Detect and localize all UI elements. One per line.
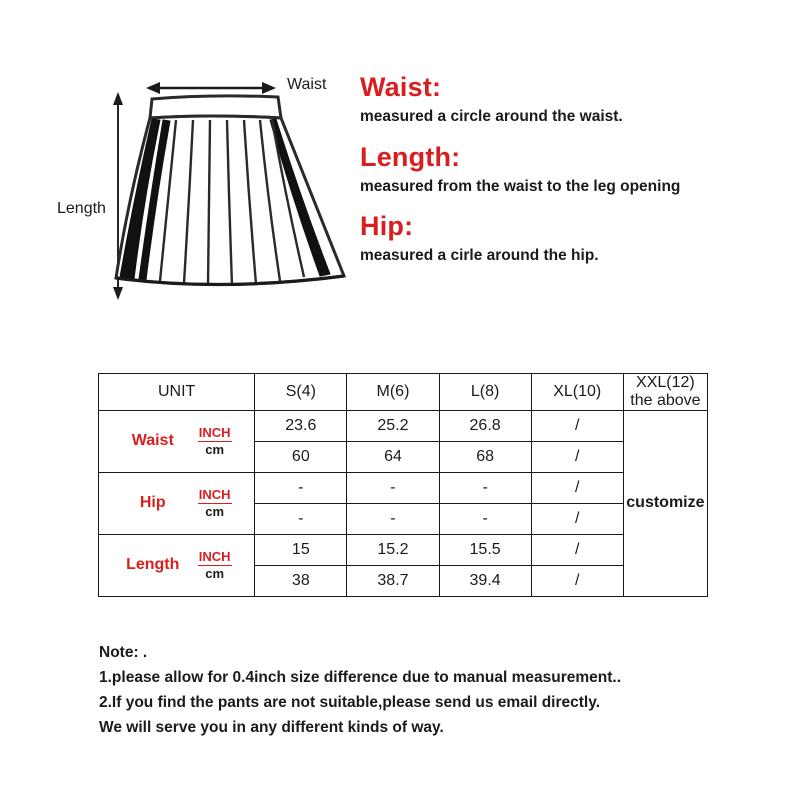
- description-waist: [360, 72, 760, 129]
- description-term: Hip:: [360, 211, 414, 242]
- cell-length-cm-m: 38.7: [347, 565, 439, 596]
- cell-length-inch-s: 15: [255, 534, 347, 565]
- description-text: measured from the waist to the leg opening: [360, 177, 681, 195]
- unit-fraction-cm: cm: [205, 565, 225, 581]
- unit-fraction: [198, 488, 232, 518]
- unit-fraction-cm: cm: [205, 441, 225, 457]
- description-term: Waist:: [360, 72, 442, 102]
- cell-hip-cm-l: -: [439, 503, 531, 534]
- header-unit: UNIT: [99, 374, 255, 411]
- cell-length-cm-l: 39.4: [439, 565, 531, 596]
- cell-length-cm-xl: /: [531, 565, 623, 596]
- cell-hip-cm-s: -: [255, 503, 347, 534]
- unit-fraction: [198, 550, 232, 580]
- waist-measure-label: Waist: [287, 76, 327, 93]
- header-size-xl: XL(10): [531, 374, 623, 411]
- table-row: [99, 534, 708, 565]
- note-line: 2.If you find the pants are not suitable,please send us email directly.: [99, 694, 601, 712]
- description-hip: [360, 211, 760, 268]
- cell-waist-cm-m: 64: [347, 441, 439, 472]
- cell-length-inch-m: 15.2: [347, 534, 439, 565]
- cell-hip-cm-xl: /: [531, 503, 623, 534]
- header-size-m: M(6): [347, 374, 439, 411]
- waist-arrow-head-right: [262, 82, 276, 94]
- unit-fraction-inch: INCH: [198, 549, 231, 565]
- skirt-diagram: [0, 0, 355, 320]
- table-row: [99, 472, 708, 503]
- length-arrow-head-top: [113, 92, 123, 105]
- unit-fraction-cm: cm: [205, 503, 225, 519]
- description-length: [360, 142, 760, 199]
- unit-cell-hip: [99, 472, 255, 534]
- waist-arrow-head-left: [146, 82, 160, 94]
- header-xxl-bottom: the above: [630, 391, 701, 409]
- cell-length-inch-l: 15.5: [439, 534, 531, 565]
- header-size-l: L(8): [439, 374, 531, 411]
- cell-waist-cm-xl: /: [531, 441, 623, 472]
- unit-fraction: [198, 426, 232, 456]
- cell-hip-inch-l: -: [439, 472, 531, 503]
- note-line: Note: .: [99, 644, 148, 661]
- measurement-descriptions: [360, 72, 760, 281]
- cell-length-cm-s: 38: [255, 565, 347, 596]
- cell-hip-inch-s: -: [255, 472, 347, 503]
- cell-waist-cm-l: 68: [439, 441, 531, 472]
- table-header-row: [99, 374, 708, 411]
- unit-cell-length: [99, 534, 255, 596]
- description-term: Length:: [360, 141, 461, 172]
- cell-waist-inch-m: 25.2: [347, 410, 439, 441]
- note-line: We will serve you in any different kinds of way.: [99, 719, 444, 737]
- header-xxl-top: XXL(12): [636, 374, 695, 391]
- unit-name-waist: Waist: [131, 432, 174, 450]
- note-line: 1.please allow for 0.4inch size difference due to manual measurement..: [99, 669, 622, 687]
- cell-hip-inch-xl: /: [531, 472, 623, 503]
- unit-fraction-inch: INCH: [198, 487, 231, 503]
- cell-waist-inch-s: 23.6: [255, 410, 347, 441]
- cell-hip-cm-m: -: [347, 503, 439, 534]
- length-measure-label: Length: [57, 200, 106, 217]
- cell-waist-cm-s: 60: [255, 441, 347, 472]
- notes-section: [99, 640, 719, 740]
- unit-cell-waist: [99, 410, 255, 472]
- cell-hip-inch-m: -: [347, 472, 439, 503]
- cell-length-inch-xl: /: [531, 534, 623, 565]
- unit-fraction-inch: INCH: [198, 425, 231, 441]
- skirt-illustration: [0, 0, 355, 320]
- unit-name-hip: Hip: [139, 494, 166, 512]
- table-row: [99, 410, 708, 441]
- description-text: measured a circle around the waist.: [360, 108, 623, 126]
- description-text: measured a cirle around the hip.: [360, 247, 599, 265]
- size-table: [98, 373, 708, 597]
- cell-customize: customize: [623, 410, 707, 596]
- unit-name-length: Length: [126, 556, 180, 574]
- header-size-s: S(4): [255, 374, 347, 411]
- header-size-xxl: [623, 374, 707, 411]
- cell-waist-inch-xl: /: [531, 410, 623, 441]
- cell-waist-inch-l: 26.8: [439, 410, 531, 441]
- length-arrow-head-bottom: [113, 287, 123, 300]
- size-table-container: [98, 373, 708, 597]
